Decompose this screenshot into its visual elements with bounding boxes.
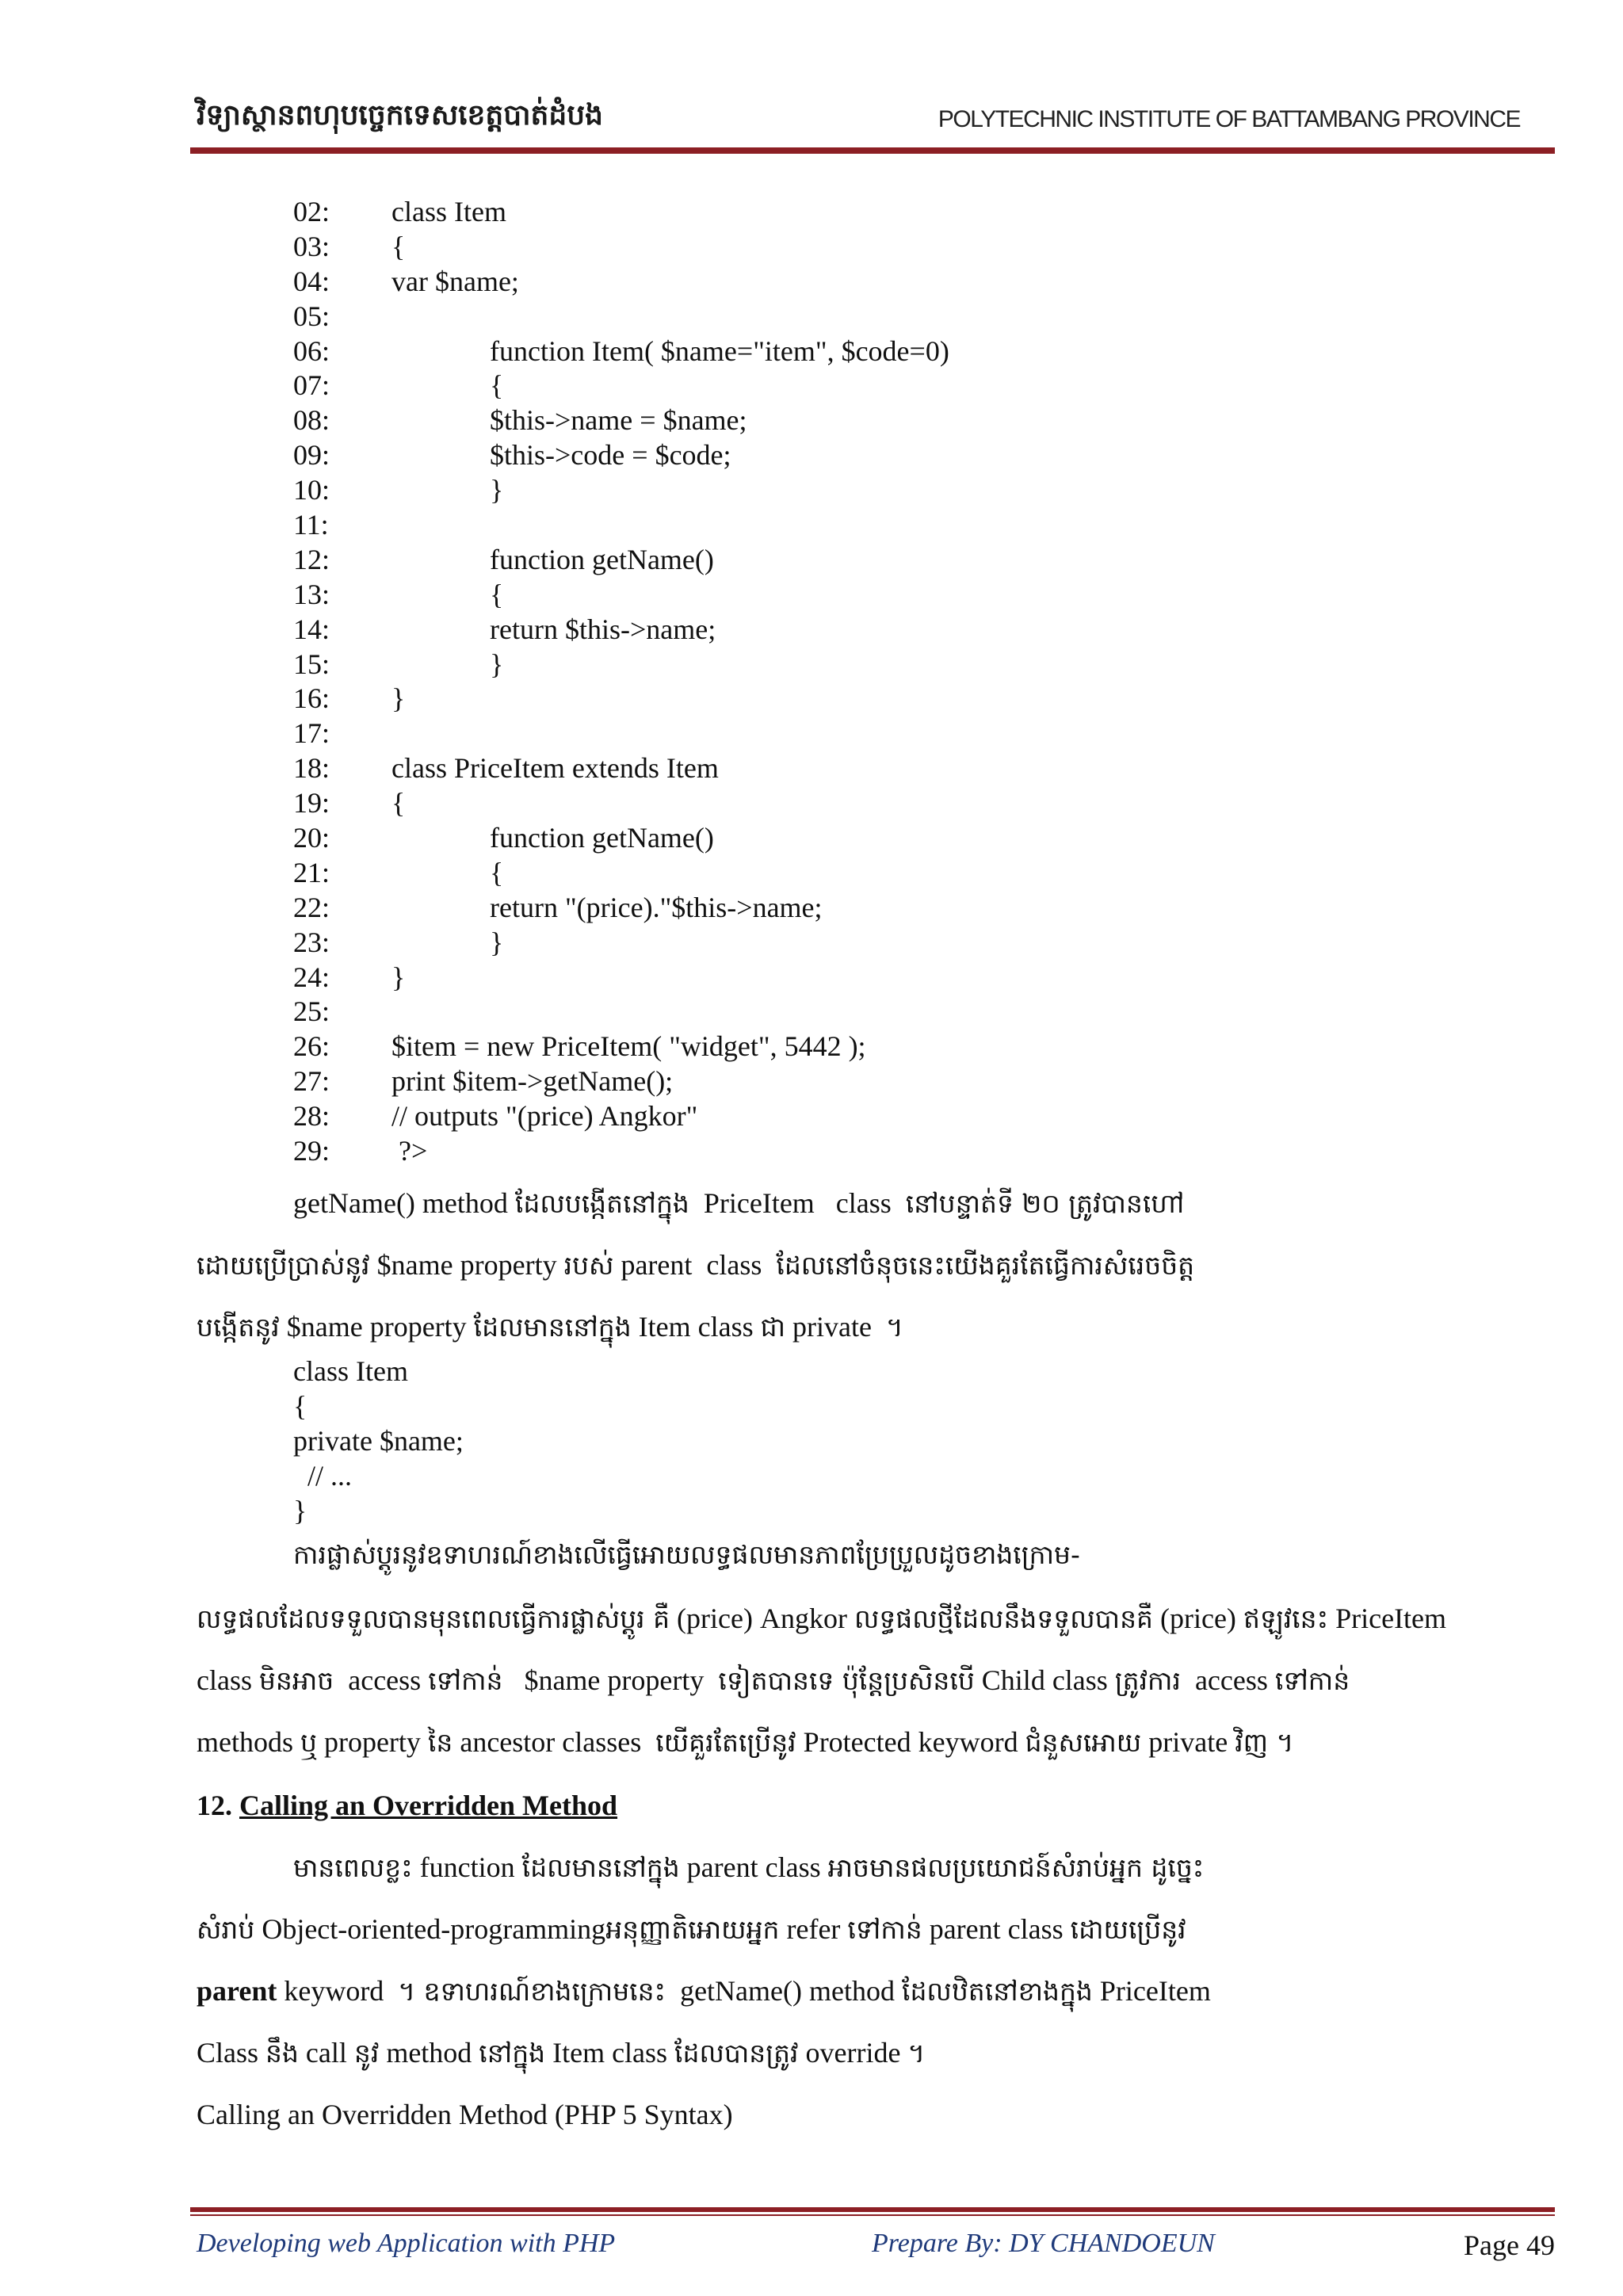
khmer-run: ដែលនៅចំនុចនេះយើងគួរតែធ្វើការសំរេចចិត្ត [776,1250,1195,1281]
khmer-run: វិញ ។ [1235,1727,1294,1758]
khmer-run: ដែលមាននៅក្នុង [473,1312,632,1343]
text-run: override [798,2037,908,2069]
code-text: { [490,369,504,402]
text-run: Class [197,2037,266,2069]
text-run: private [785,1311,886,1343]
khmer-run: ។ [907,2038,926,2069]
khmer-run: អនុញ្ញាតិអោយអ្នក [605,1914,780,1945]
text-run: methods [197,1726,300,1758]
code-text: function getName() [490,543,714,575]
line-number: 10: [293,474,330,506]
code-text: { [490,856,504,888]
line-number: 17: [293,717,330,750]
khmer-run: ដែលបានត្រូវ [674,2038,799,2069]
code-text: return "(price)."$this->name; [490,891,823,923]
code-text: $this->code = $code; [490,439,731,472]
line-number: 03: [293,230,330,262]
text-run: Item class [545,2037,675,2069]
khmer-run: យើគួរតែប្រើនូវ [655,1727,796,1758]
line-number: 25: [293,995,330,1028]
text-run: parent class [613,1249,777,1281]
khmer-run: នៅបន្ទាត់ទី ២០ ត្រូវបានហៅ [905,1188,1185,1219]
para1-line2 [197,1247,1194,1283]
line-number: 05: [293,300,330,332]
text-run: ancestor classes [453,1726,656,1758]
code-text: function getName() [490,822,714,854]
khmer-run: ដែលបង្កើតនៅក្នុង [514,1188,689,1219]
header-rule [190,147,1555,154]
para3-line3 [197,1973,1211,2009]
khmer-run: សំរាប់ [197,1914,255,1945]
text-run: PriceItem [1092,1975,1211,2007]
header-english-title: POLYTECHNIC INSTITUTE OF BATTAMBANG PROVINCE [938,106,1520,132]
code-text: { [391,787,406,819]
text-run: parent class [922,1913,1071,1945]
khmer-run: បង្កើតនូវ [197,1312,280,1343]
para3-line4 [197,2035,925,2071]
code-text: class Item [391,196,506,227]
para2-line1: ការផ្លាស់ប្តូរនូវឧទាហរណ៍ខាងលើធ្វើអោយលទ្ធផលមានភាពប្រែប្រួលដូចខាងក្រោម- [293,1539,1080,1570]
line-number: 26: [293,1030,330,1063]
khmer-run: ឥឡូវនេះ [1243,1603,1329,1634]
code-text: var $name; [391,265,519,297]
khmer-run: ដែលមាននៅក្នុង [521,1852,680,1883]
footer-author: Prepare By: DY CHANDOEUN [872,2229,1215,2258]
line-number: 09: [293,439,330,472]
code-text: } [490,926,504,958]
khmer-run: នៃ [427,1727,453,1758]
code2-line: class Item [293,1355,408,1387]
khmer-run: លទ្ធផលដែលទទួលបានមុនពេលធ្វើការផ្លាស់ប្តូរ គឺ [197,1603,670,1634]
para3-line5: Calling an Overridden Method (PHP 5 Syntax) [197,2099,733,2130]
text-run: (price) Angkor [670,1603,854,1634]
line-number: 21: [293,856,330,888]
code-text: print $item->getName(); [391,1065,674,1098]
line-number: 08: [293,404,330,437]
para2-line3 [197,1663,1350,1698]
code-text: ?> [391,1135,428,1167]
khmer-run: អាចមានផលប្រយោជន៍សំរាប់អ្នក ដូច្នេះ [827,1852,1205,1883]
line-number: 28: [293,1100,330,1133]
line-number: 02: [293,196,330,227]
line-number: 12: [293,543,330,575]
code-text: { [391,230,406,262]
khmer-run: ដោយប្រើនូវ [1070,1914,1186,1945]
para3-line2 [197,1912,1186,1947]
code-text: class PriceItem extends Item [391,752,719,785]
khmer-run: ជំនួសអោយ [1025,1727,1142,1758]
line-number: 29: [293,1135,330,1167]
line-number: 04: [293,265,330,297]
bold-run: parent [197,1975,277,2007]
khmer-run: ទៅកាន់ [1274,1665,1350,1696]
section-heading [197,1788,617,1823]
line-number: 27: [293,1065,330,1098]
footer-rule [190,2207,1555,2212]
khmer-run: នៅក្នុង [479,2038,546,2069]
text-run: Child class [974,1664,1115,1696]
text-run: Item class [631,1311,761,1343]
khmer-run: ទៅកាន់ [428,1665,503,1696]
line-number: 13: [293,578,330,610]
khmer-run: របស់ [563,1250,614,1281]
line-number: 24: [293,961,330,993]
line-number: 06: [293,334,330,367]
text-run: access [1180,1664,1275,1696]
line-number: 07: [293,369,330,402]
line-number: 20: [293,822,330,854]
footer-course-title: Developing web Application with PHP [197,2229,616,2258]
code2-line: } [293,1495,307,1526]
line-number: 19: [293,787,330,819]
text-run: $name property [502,1664,719,1696]
para3-line1 [293,1850,1204,1885]
text-run: PriceItem class [689,1187,906,1219]
para2-line4 [197,1725,1293,1760]
text-run: access [334,1664,429,1696]
code-text: // outputs "(price) Angkor" [391,1100,698,1133]
line-number: 23: [293,926,330,958]
code2-line: private $name; [293,1425,464,1457]
code-text: function Item( $name="item", $code=0) [490,334,949,367]
text-run: function [412,1851,522,1883]
header-khmer-title: វិទ្យាស្ថានពហុបច្ចេកទេសខេត្តបាត់ដំបង [197,99,603,132]
text-run: PriceItem [1328,1603,1447,1634]
footer-page-number: Page 49 [1464,2229,1555,2261]
code-text: $item = new PriceItem( "widget", 5442 ); [391,1030,866,1063]
khmer-run: ជា [760,1312,786,1343]
text-run: $name property [369,1249,564,1281]
code-text: return $this->name; [490,613,716,645]
line-number: 16: [293,682,330,715]
text-run: (price) [1153,1603,1243,1634]
line-number: 22: [293,891,330,923]
line-number: 11: [293,509,329,541]
text-run: getName() method [666,1975,902,2007]
code-text: $this->name = $name; [490,404,747,437]
code-text: { [490,578,504,610]
code-text: } [391,961,406,993]
text-run: method [379,2037,479,2069]
khmer-run: ឬ [300,1727,317,1758]
khmer-run: ដោយប្រើប្រាស់នូវ [197,1250,370,1281]
khmer-run: លទ្ធផលថ្មីដែលនឹងទទួលបានគឺ [854,1603,1153,1634]
text-run: getName() method [293,1187,515,1219]
khmer-run: ។ ឧទាហរណ៍ខាងក្រោមនេះ [398,1976,666,2007]
khmer-run: ទៀតបានទេ ប៉ុន្តែប្រសិនបើ [718,1665,975,1696]
para1-line1 [293,1186,1184,1221]
code-text: } [490,474,504,506]
khmer-run: ។ [886,1312,903,1343]
text-run: property [316,1726,428,1758]
code-text: } [490,648,504,680]
khmer-run: មិនអាច [258,1665,334,1696]
khmer-run: នឹង [265,2038,299,2069]
code2-line: { [293,1390,307,1422]
khmer-run: ទៅកាន់ [847,1914,922,1945]
para2-line2 [197,1601,1446,1637]
text-run: $name property [279,1311,474,1343]
code2-line: // ... [293,1460,353,1492]
text-run: class [197,1664,259,1696]
khmer-run: នូវ [353,2038,380,2069]
text-run: keyword [277,1975,399,2007]
line-number: 15: [293,648,330,680]
khmer-run: ដែលឋិតនៅខាងក្នុង [901,1976,1093,2007]
text-run: refer [779,1913,848,1945]
text-run: call [298,2037,354,2069]
section-title: Calling an Overridden Method [239,1790,618,1821]
line-number: 18: [293,752,330,785]
code-text: } [391,682,406,715]
text-run: parent class [679,1851,828,1883]
text-run: private [1141,1726,1235,1758]
khmer-run: មានពេលខ្លះ [293,1852,413,1883]
khmer-run: ត្រូវការ [1114,1665,1181,1696]
text-run: Object-oriented-programming [254,1913,606,1945]
footer-rule-thin [190,2214,1555,2216]
text-run: Protected keyword [796,1726,1025,1758]
section-number: 12. [197,1790,239,1821]
para1-line3 [197,1309,903,1345]
line-number: 14: [293,613,330,645]
